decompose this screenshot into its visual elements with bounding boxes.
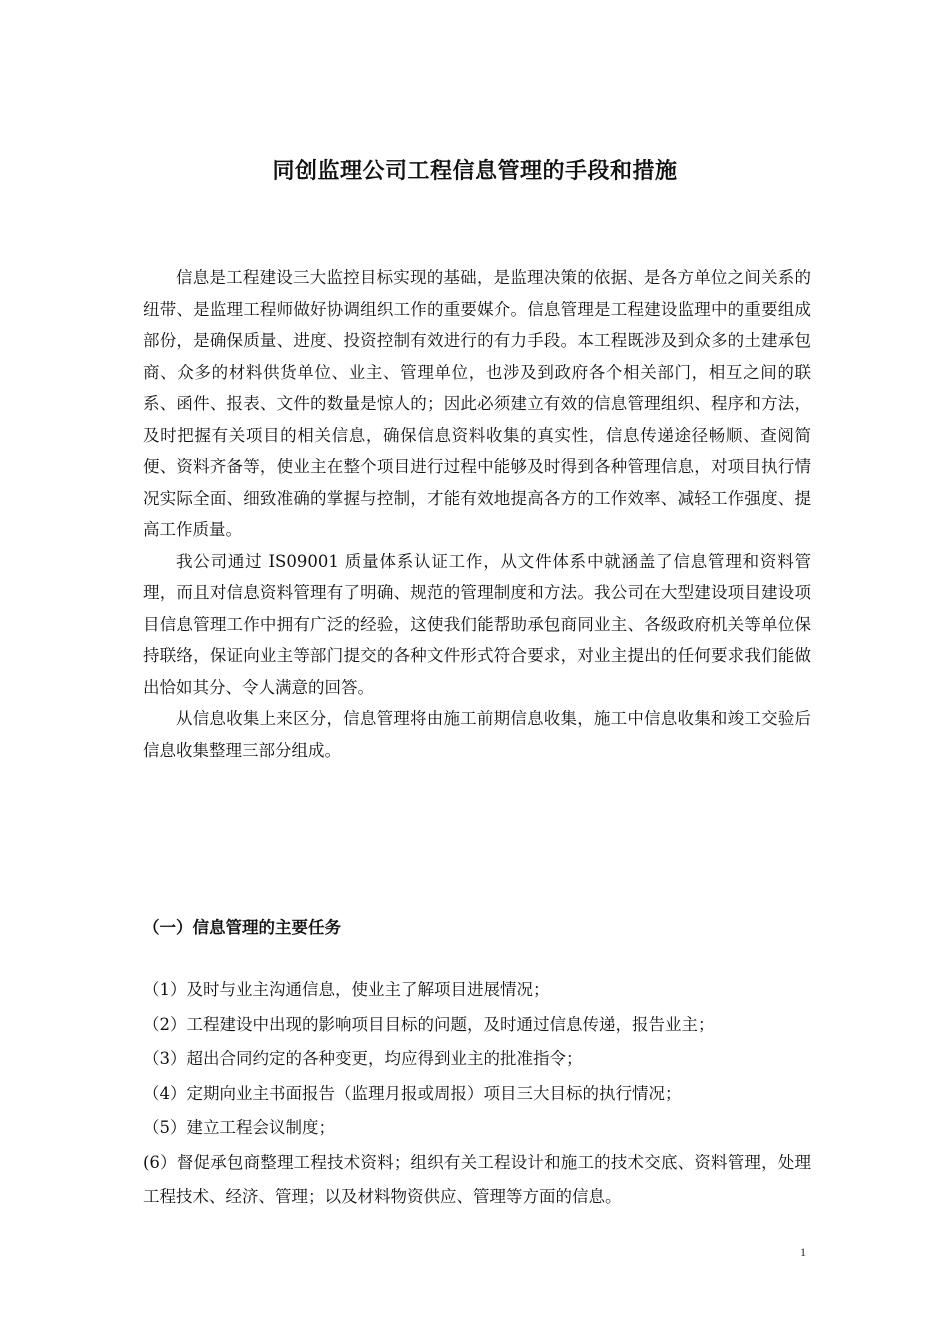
list-item: （2）工程建设中出现的影响项目目标的问题，及时通过信息传递，报告业主； bbox=[143, 1014, 715, 1034]
list-item: （3）超出合同约定的各种变更，均应得到业主的批准指令； bbox=[143, 1049, 583, 1068]
paragraph: 信息是工程建设三大监控目标实现的基础，是监理决策的依据、是各方单位之间关系的纽带、是监理工程师做好协调组织工作的重要媒介。信息管理是工程建设监理中的重要组成部份，是确保质量、进度、投资控制有效进行的有力手段。本工程既涉及到众多的土建承包商、众多的材料供货单位、业主、管理单位，也涉及到政府各个相关部门，相互之间的联系、函件、报表、文件的数量是惊人的；因此必须建立有效的信息管理组织、程序和方法，及时把握有关项目的相关信息，确保信息资料收集的真实性，信息传递途径畅顺、查阅简便、资料齐备等，使业主在整个项目进行过程中能够及时得到各种管理信息，对项目执行情况实际全面、细致准确的掌握与控制，才能有效地提高各方的工作效率、减轻工作强度、提高工作质量。 bbox=[143, 268, 811, 539]
list-item: （4）定期向业主书面报告（监理月报或周报）项目三大目标的执行情况； bbox=[143, 1083, 682, 1103]
paragraph: 我公司通过 IS09001 质量体系认证工作，从文件体系中就涵盖了信息管理和资料管理，而且对信息资料管理有了明确、规范的管理制度和方法。我公司在大型建设项目建设项目信息管理工作中拥有广泛的经验，这使我们能帮助承包商同业主、各级政府机关等单位保持联络，保证向业主等部门提交的各种文件形式符合要求，对业主提出的任何要求我们能做出恰如其分、令人满意的回答。 bbox=[143, 551, 811, 697]
list-item: (6）督促承包商整理工程技术资料；组织有关工程设计和施工的技术交底、资料管理，处理工程技术、经济、管理；以及材料物资供应、管理等方面的信息。 bbox=[143, 1152, 811, 1206]
page-number: 1 bbox=[800, 1245, 806, 1259]
page-title: 同创监理公司工程信息管理的手段和措施 bbox=[272, 159, 678, 184]
list-item: （1）及时与业主沟通信息，使业主了解项目进展情况； bbox=[143, 980, 550, 999]
paragraph: 从信息收集上来区分，信息管理将由施工前期信息收集，施工中信息收集和竣工交验后信息收集整理三部分组成。 bbox=[143, 709, 811, 760]
body-text bbox=[143, 262, 811, 766]
list-item: （5）建立工程会议制度； bbox=[143, 1118, 335, 1137]
task-list bbox=[143, 973, 811, 1215]
section-heading: （一）信息管理的主要任务 bbox=[143, 918, 341, 937]
